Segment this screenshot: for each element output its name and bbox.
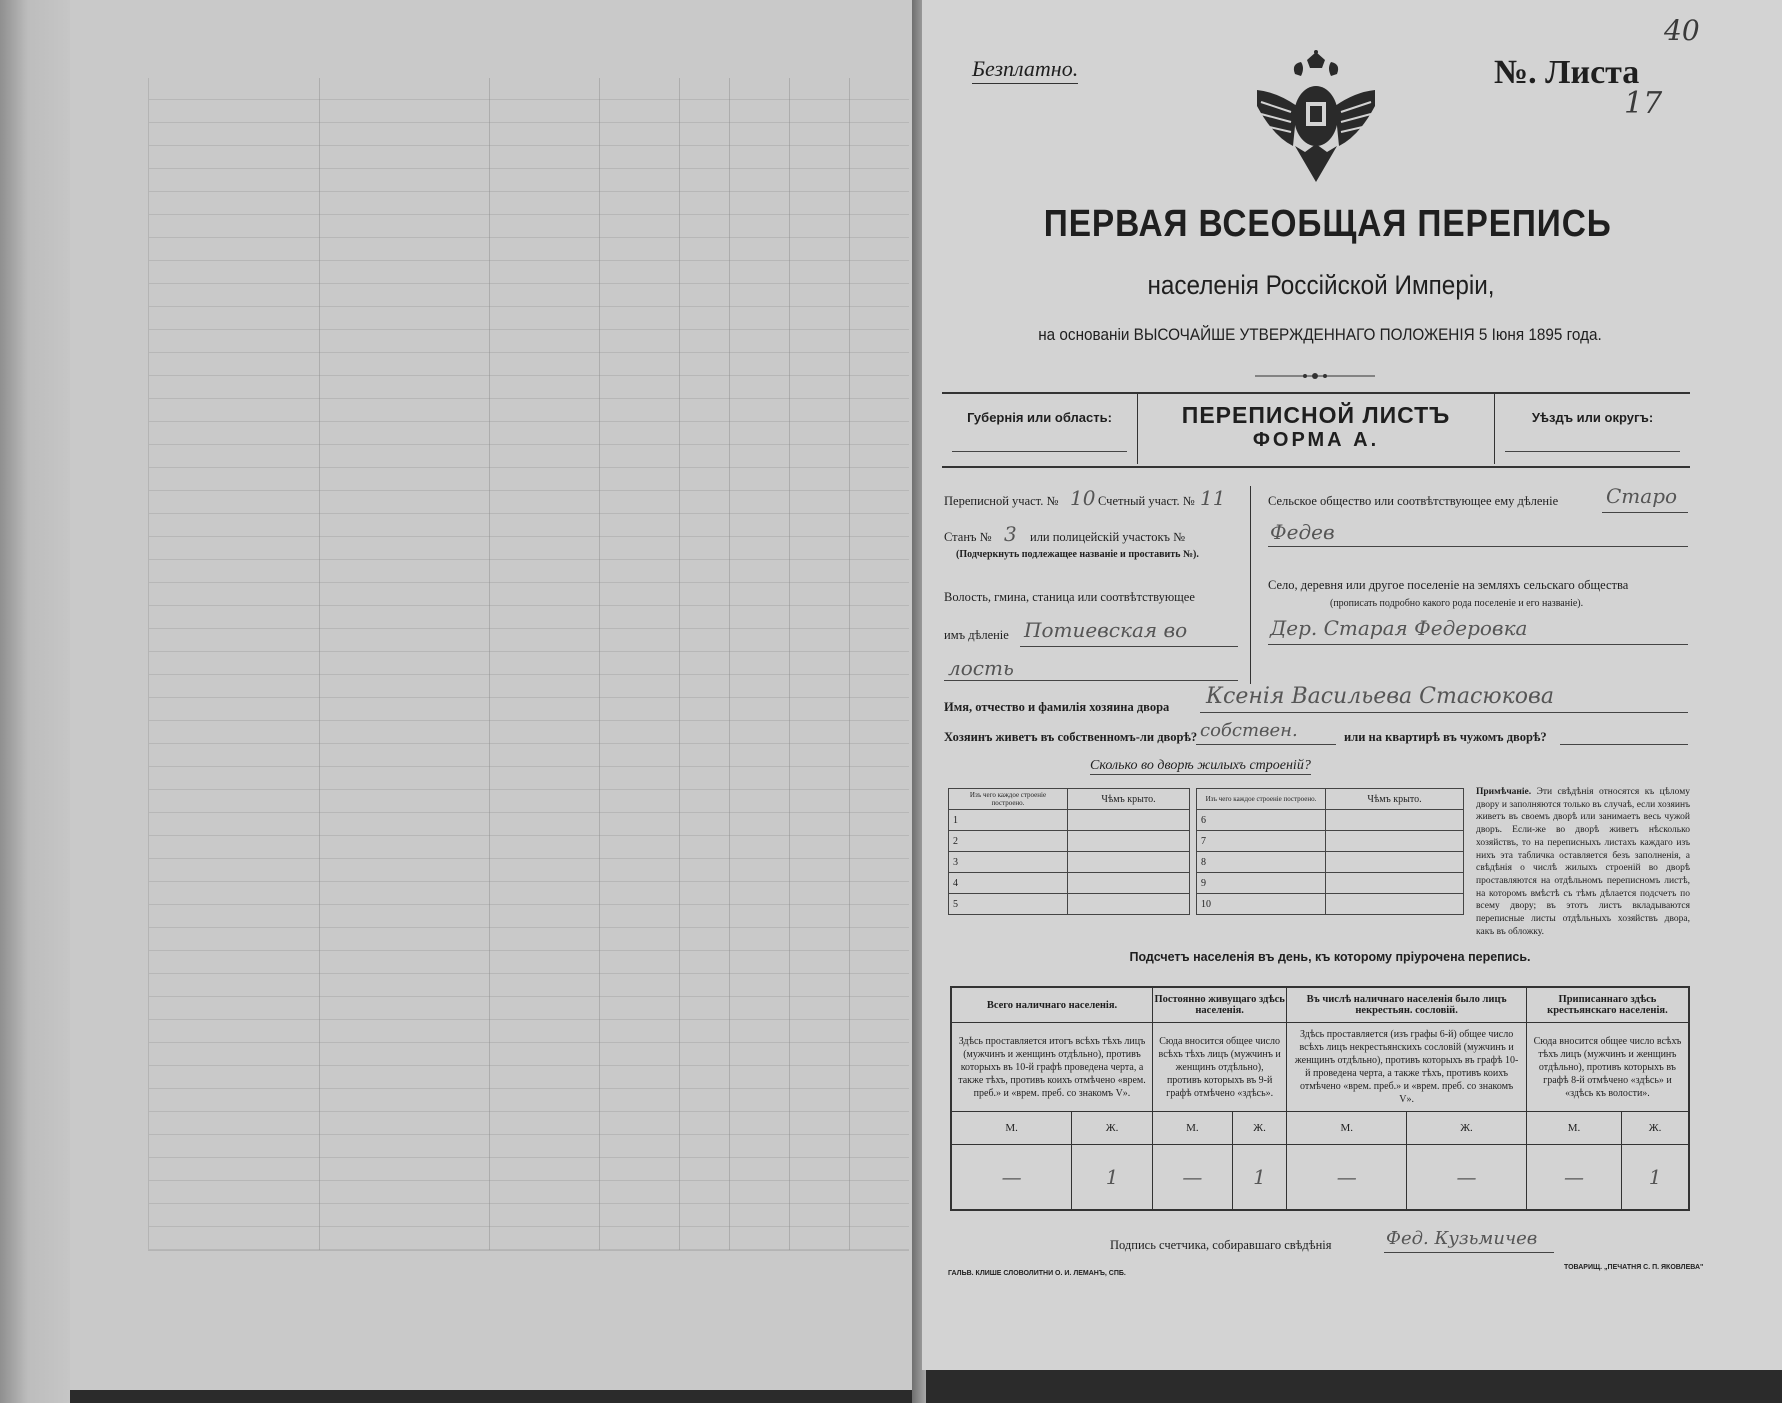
village-label: Село, деревня или другое поселеніе на земляхъ сельскаго общества [1268,578,1629,592]
society-label: Сельское общество или соотвѣтствующее ему дѣленіе [1268,494,1559,508]
counting-plot-value: 11 [1200,486,1226,510]
lives-alt-label: или на квартирѣ въ чужомъ дворѣ? [1344,730,1547,744]
imperial-eagle-emblem-icon [1255,50,1377,186]
society-value-line1: Старо [1606,484,1678,508]
underline-note: (Подчеркнуть подлежащее названіе и проставить №). [956,549,1199,560]
table-row: 6 [1197,810,1464,831]
female-label: Ж. [1072,1112,1153,1145]
lives-value: собствен. [1200,720,1298,741]
note-block [1476,786,1690,938]
fields-divider [1250,486,1251,684]
pop-col-title: Приписаннаго здѣсь крестьянскаго населенія. [1526,987,1689,1023]
female-label: Ж. [1407,1112,1527,1145]
female-count: 1 [1072,1145,1153,1211]
sheet-title: ПЕРЕПИСНОЙ ЛИСТЪ [1181,402,1451,428]
corner-page-number: 40 [1664,14,1700,47]
female-count: — [1407,1145,1527,1211]
sheet-number [1494,54,1639,92]
volost-label-line2: имъ дѣленіе [944,628,1009,642]
pop-col-desc: Сюда вносится общее число всѣхъ тѣхъ лицъ (мужчинъ и женщинъ отдѣльно), противъ которыхъ въ графѣ 8-й отмѣчено «здѣсь» и «здѣсь къ волости». [1526,1023,1689,1112]
roof-header: Чѣмъ крыто. [1326,789,1464,810]
pop-col-desc: Здѣсь проставляется итогъ всѣхъ тѣхъ лицъ (мужчинъ и женщинъ отдѣльно), противъ которыхъ въ 10-й графѣ проведена черта, а также тѣхъ, противъ коихъ отмѣчено «врем. преб.» и «врем. преб. со знакомъ V». [951,1023,1152,1112]
village-value: Дер. Старая Федеровка [1270,616,1528,640]
buildings-table-right [1196,788,1464,915]
form-type-label: ФОРМА А. [1252,429,1380,451]
police-label: или полицейскій участокъ № [1030,530,1186,544]
pop-col-title: Всего наличнаго населенія. [951,987,1152,1023]
table-row: 10 [1197,894,1464,915]
male-count: — [1152,1145,1232,1211]
male-count: — [1526,1145,1621,1211]
signature-label: Подпись счетчика, собиравшаго свѣдѣнія [1110,1238,1332,1252]
material-header: Изъ чего каждое строеніе построено. [949,789,1068,810]
note-title: Примѣчаніе. [1476,787,1532,797]
table-row: 9 [1197,873,1464,894]
signature-value: Фед. Кузьмичев [1386,1228,1538,1249]
female-count: 1 [1232,1145,1287,1211]
table-row: 1 [949,810,1190,831]
printer-credit-left: ГАЛЬВ. КЛИШЕ СЛОВОЛИТНИ О. И. ЛЕМАНЪ, СПБ. [948,1270,1126,1277]
pop-col-title: Постоянно живущаго здѣсь населенія. [1152,987,1286,1023]
page-stack-edge [0,0,70,1403]
female-label: Ж. [1232,1112,1287,1145]
roof-header: Чѣмъ крыто. [1068,789,1190,810]
male-label: М. [951,1112,1072,1145]
stan-value: 3 [1004,522,1017,546]
form-header-box [942,392,1690,468]
table-row: 7 [1197,831,1464,852]
female-count: 1 [1622,1145,1689,1211]
village-note: (прописать подробно какого рода поселеніе и его названіе). [1330,598,1584,609]
ghost-table-grid [148,78,909,1251]
society-value-line2: Федев [1270,520,1335,544]
table-row: 5 [949,894,1190,915]
table-row: 4 [949,873,1190,894]
buildings-table-left [948,788,1190,915]
ornament-divider-icon [1255,372,1375,380]
population-heading: Подсчетъ населенія въ день, къ которому пріурочена перепись. [1129,950,1531,964]
uezd-cell [1494,394,1690,464]
stan-label: Станъ № [944,530,992,544]
owner-label: Имя, отчество и фамилія хозяина двора [944,700,1170,714]
uezd-label: Уѣздъ или округъ: [1531,410,1654,425]
volost-value-line2: лость [948,656,1014,680]
sheet-number-label: №. Листа [1494,54,1640,91]
form-main-title: ПЕРВАЯ ВСЕОБЩАЯ ПЕРЕПИСЬ [1043,203,1612,245]
form-basis-text: на основаніи ВЫСОЧАЙШЕ УТВЕРЖДЕННАГО ПОЛОЖЕНІЯ 5 Іюня 1895 года. [1038,325,1602,344]
male-count: — [1287,1145,1407,1211]
table-row: 2 [949,831,1190,852]
female-label: Ж. [1622,1112,1689,1145]
male-label: М. [1287,1112,1407,1145]
free-label: Безплатно. [972,56,1078,84]
volost-value-line1: Потиевская во [1024,618,1188,642]
pop-col-desc: Здѣсь проставляется (изъ графы 6-й) общее число всѣхъ лицъ некрестьянскихъ сословій (мужчинъ и женщинъ отдѣльно), противъ которыхъ въ графѣ 10-й проведена черта, а также тѣхъ, противъ коихъ отмѣчено «врем. преб.» и «врем. преб. со знакомъ V». [1287,1023,1527,1112]
census-plot-label: Переписной участ. № [944,494,1059,508]
census-plot-value: 10 [1070,486,1096,510]
gubernia-label: Губернія или область: [967,410,1112,425]
lives-label: Хозяинъ живетъ въ собственномъ-ли дворѣ? [944,730,1198,744]
male-label: М. [1526,1112,1621,1145]
population-table [950,986,1690,1211]
male-count: — [951,1145,1072,1211]
printer-credit-right: ТОВАРИЩ. „ПЕЧАТНЯ С. П. ЯКОВЛЕВА" [1564,1264,1704,1271]
buildings-question: Сколько во дворѣ жилыхъ строеній? [1090,758,1311,773]
volost-label-line1: Волость, гмина, станица или соотвѣтствующее [944,590,1195,604]
pop-col-desc: Сюда вносится общее число всѣхъ тѣхъ лицъ (мужчинъ и женщинъ отдѣльно), противъ которыхъ въ 9-й графѣ отмѣчено «здѣсь». [1152,1023,1286,1112]
owner-name-value: Ксенія Васильева Стасюкова [1206,684,1554,709]
sheet-title-cell [1138,394,1494,452]
pop-col-title: Въ числѣ наличнаго населенія было лицъ некрестьян. сословій. [1287,987,1527,1023]
gubernia-cell [942,394,1138,464]
table-row: 3 [949,852,1190,873]
table-row: 8 [1197,852,1464,873]
form-subtitle: населенія Россійской Имперіи, [1147,270,1495,300]
male-label: М. [1152,1112,1232,1145]
note-text: Эти свѣдѣнія относятся къ цѣлому двору и заполняются только въ случаѣ, если хозяинъ живетъ въ своемъ дворѣ или занимаетъ весь чужой дворъ. Если-же во дворѣ живетъ нѣсколько хозяйствъ, то на переписныхъ листахъ каждаго изъ нихъ эта табличка оставляется безъ заполненія, а свѣдѣнія о числѣ жилыхъ строеній во дворѣ проставляются на отдѣльномъ переписномъ листѣ, на которомъ вмѣстѣ съ тѣмъ дѣлается подсчетъ по всему двору; въ этотъ листъ вкладываются переписные листы отдѣльныхъ хозяйствъ двора, какъ въ обложку. [1476,787,1690,937]
counting-plot-label: Счетный участ. № [1098,494,1195,508]
sheet-number-handwritten: 17 [1624,86,1663,121]
material-header: Изъ чего каждое строеніе построено. [1197,789,1326,810]
